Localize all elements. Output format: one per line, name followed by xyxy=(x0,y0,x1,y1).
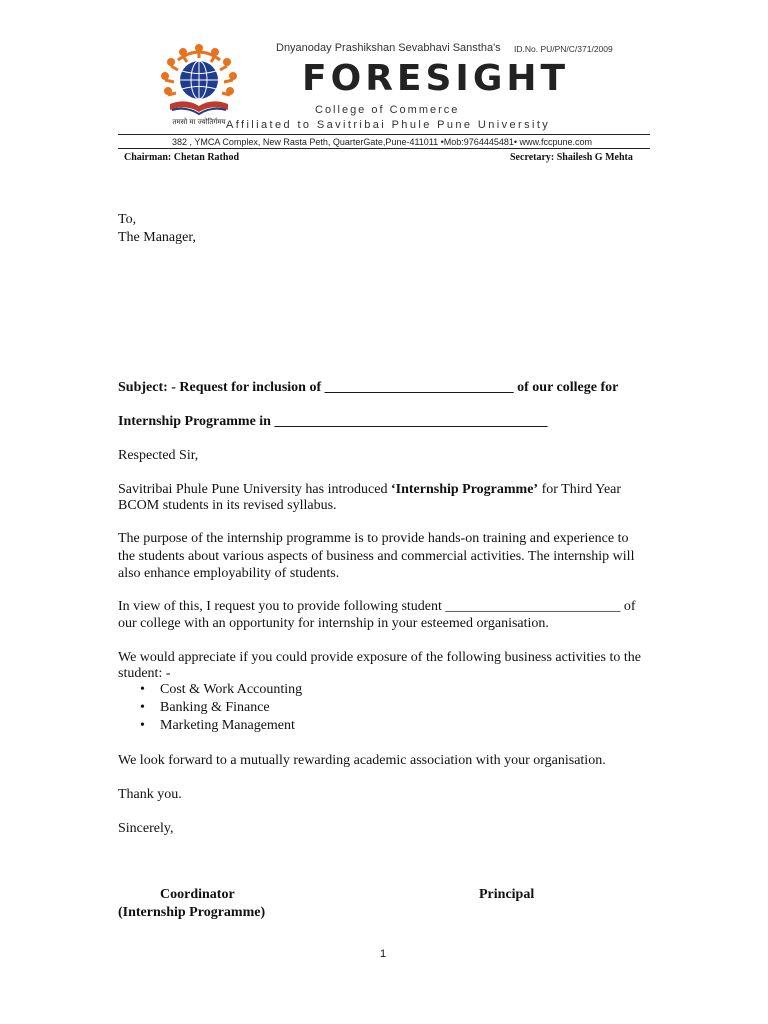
globe-book-people-logo-icon xyxy=(156,40,242,128)
affiliation: Affiliated to Savitribai Phule Pune University xyxy=(226,119,551,131)
p1-bold: ‘Internship Programme’ xyxy=(390,482,539,497)
sign-coordinator-sub: (Internship Programme) xyxy=(118,905,266,920)
p3-prefix: In view of this, I request you to provide following student xyxy=(118,599,446,614)
recipient: The Manager, xyxy=(118,230,196,245)
list-item: • Cost & Work Accounting xyxy=(140,681,302,699)
college-name: College of Commerce xyxy=(315,104,460,116)
registration-id: ID.No. PU/PN/C/371/2009 xyxy=(514,44,613,54)
paragraph-2-line-3: also enhance employability of students. xyxy=(118,566,340,581)
page-number: 1 xyxy=(380,948,387,960)
p1-prefix: Savitribai Phule Pune University has introduced xyxy=(118,482,391,497)
list-item: • Marketing Management xyxy=(140,717,302,735)
header-divider-bottom xyxy=(118,148,650,149)
subject-prefix: Subject: - Request for inclusion of xyxy=(118,380,325,395)
paragraph-5: We look forward to a mutually rewarding academic association with your organisation. xyxy=(118,753,606,768)
subject-blank-2: _______________________________________ xyxy=(274,414,548,429)
paragraph-4-line-2: student: - xyxy=(118,666,171,681)
secretary-name: Secretary: Shailesh G Mehta xyxy=(510,152,633,163)
chairman-name: Chairman: Chetan Rathod xyxy=(124,152,240,163)
sign-principal: Principal xyxy=(479,887,535,902)
paragraph-1-line-2: BCOM students in its revised syllabus. xyxy=(118,498,337,513)
paragraph-4-line-1: We would appreciate if you could provide exposure of the following business activities to the xyxy=(118,650,641,665)
brand-title: FORESIGHT xyxy=(302,58,570,99)
paragraph-3-line-1 xyxy=(118,598,636,615)
salutation: Respected Sir, xyxy=(118,448,199,463)
p1-suffix: for Third Year xyxy=(538,482,622,497)
trust-name: Dnyanoday Prashikshan Sevabhavi Sanstha's xyxy=(276,42,501,54)
address-line: 382 , YMCA Complex, New Rasta Peth, QuarterGate,Pune-411011 •Mob:9764445481• www.fccpune.com xyxy=(172,137,593,147)
paragraph-2-line-2: the students about various aspects of business and commercial activities. The internship will xyxy=(118,549,635,564)
closing: Sincerely, xyxy=(118,821,174,836)
college-logo xyxy=(156,40,242,128)
paragraph-1-line-1 xyxy=(118,481,621,498)
address-to: To, xyxy=(118,212,137,227)
p3-blank: _________________________ xyxy=(445,599,621,614)
list-item: • Banking & Finance xyxy=(140,699,302,717)
logo-motto: तमसो मा ज्योतिर्गमय xyxy=(172,118,226,126)
subject-line-1 xyxy=(118,379,618,396)
subject-blank-1: ___________________________ xyxy=(324,380,514,395)
paragraph-2-line-1: The purpose of the internship programme is to provide hands-on training and experience to xyxy=(118,531,629,546)
subject-line-2-text: Internship Programme in xyxy=(118,414,275,429)
p3-suffix: of xyxy=(620,599,636,614)
header-divider-top xyxy=(118,134,650,135)
sign-coordinator: Coordinator xyxy=(160,887,235,902)
subject-suffix: of our college for xyxy=(513,380,619,395)
thanks: Thank you. xyxy=(118,787,182,802)
paragraph-3-line-2: our college with an opportunity for internship in your esteemed organisation. xyxy=(118,616,549,631)
activities-list xyxy=(140,681,302,735)
subject-line-2 xyxy=(118,413,547,430)
